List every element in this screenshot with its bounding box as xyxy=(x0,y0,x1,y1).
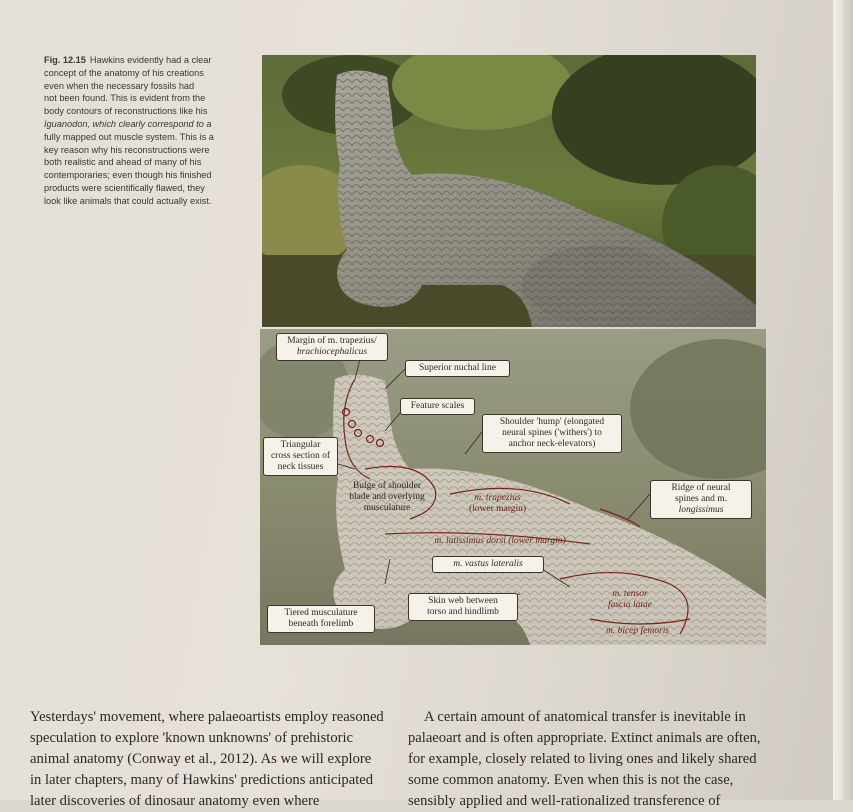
label-line: m. latissimus dorsi (lower margin) xyxy=(434,536,566,546)
label-triangular-cross-section xyxy=(263,437,338,476)
label-trapezius-margin xyxy=(276,333,388,361)
body-line: A certain amount of anatomical transfer is inevitable in xyxy=(424,709,746,725)
body-line: some common anatomy. Even when this is not the case, xyxy=(408,772,734,788)
label-line: m. bicep femoris xyxy=(605,626,670,636)
label-tiered-musculature xyxy=(267,605,375,633)
caption-line: body contours of reconstructions like his xyxy=(44,106,208,117)
figure-label: Fig. 12.15 xyxy=(44,55,86,65)
caption-line: products were scientifically flawed, they xyxy=(44,182,205,193)
body-line: Yesterdays' movement, where palaeoartists employ reasoned xyxy=(30,709,384,725)
label-line: cross section of xyxy=(270,451,331,461)
caption-line: not been found. This is evident from the xyxy=(44,93,206,104)
label-skin-web xyxy=(408,593,518,621)
label-line: Tiered musculature xyxy=(284,608,358,618)
body-line: speculation to explore 'known unknowns' of prehistoric xyxy=(30,730,354,746)
iguanodon-sculpture-photo xyxy=(262,55,756,327)
body-line: for example, closely related to living ones and likely shared xyxy=(408,751,757,767)
caption-line: key reason why his reconstructions were xyxy=(44,144,210,155)
caption-line: even when the necessary fossils had xyxy=(44,80,195,91)
label-line: fascia latae xyxy=(607,600,653,610)
caption-line: both realistic and ahead of many of his xyxy=(44,157,202,168)
label-line: Ridge of neural xyxy=(671,483,731,493)
label-line: blade and overlying xyxy=(349,492,425,502)
body-text-left-column xyxy=(30,707,384,812)
label-line: longissimus xyxy=(678,505,724,515)
figure-caption xyxy=(44,54,249,208)
sculpture-photo-illustration xyxy=(262,55,756,327)
label-line: m. vastus lateralis xyxy=(453,559,523,569)
body-line: later discoveries of dinosaur anatomy even where xyxy=(30,793,320,809)
label-line: Skin web between xyxy=(428,596,498,606)
label-shoulder-hump xyxy=(482,414,622,453)
label-line: beneath forelimb xyxy=(288,619,354,629)
caption-line: contemporaries; even though his finished xyxy=(44,170,212,181)
caption-line: look like animals that could actually exist. xyxy=(44,195,212,206)
label-line: Superior nuchal line xyxy=(418,363,497,373)
label-tensor-fascia xyxy=(595,589,665,611)
label-line: Bulge of shoulder xyxy=(352,481,422,491)
annotated-sculpture-photo xyxy=(260,329,766,645)
caption-line: fully mapped out muscle system. This is a xyxy=(44,131,214,142)
caption-line: Hawkins evidently had a clear xyxy=(89,55,212,65)
label-line: m. tensor xyxy=(612,589,648,599)
label-line: musculature xyxy=(363,503,411,513)
label-line: m. trapezius xyxy=(474,493,521,503)
label-line: neural spines ('withers') to xyxy=(502,428,602,438)
label-line: Margin of m. trapezius/ xyxy=(287,336,377,346)
label-neural-ridge xyxy=(650,480,752,519)
label-feature-scales xyxy=(400,398,475,415)
body-line: in later chapters, many of Hawkins' predictions anticipated xyxy=(30,772,374,788)
label-line: (lower margin) xyxy=(468,504,527,514)
label-shoulder-bulge xyxy=(332,481,442,514)
label-line: Feature scales xyxy=(410,401,465,411)
label-bicep-femoris xyxy=(595,626,680,637)
book-edge-shadow xyxy=(843,0,853,800)
label-trapezius-lower xyxy=(455,493,540,515)
label-nuchal-line xyxy=(405,360,510,377)
label-line: spines and m. xyxy=(675,494,727,504)
label-line: torso and hindlimb xyxy=(427,607,499,617)
next-page-edge xyxy=(833,0,843,800)
body-text-right-column xyxy=(408,707,761,812)
body-line: palaeoart and is often appropriate. Extinct animals are often, xyxy=(408,730,761,746)
label-line: Shoulder 'hump' (elongated xyxy=(499,417,605,427)
label-line: brachiocephalicus xyxy=(296,347,368,357)
caption-line: concept of the anatomy of his creations xyxy=(44,67,204,78)
label-vastus-lateralis xyxy=(432,556,544,573)
label-latissimus xyxy=(415,536,585,547)
caption-line: Iguanodon, which clearly correspond to a xyxy=(44,118,212,129)
body-line: animal anatomy (Conway et al., 2012). As we will explore xyxy=(30,751,372,767)
label-line: Triangular xyxy=(280,440,321,450)
label-line: neck tissues xyxy=(277,462,324,472)
label-line: anchor neck-elevators) xyxy=(508,439,596,449)
body-line: sensibly applied and well-rationalized transference of xyxy=(408,793,721,809)
